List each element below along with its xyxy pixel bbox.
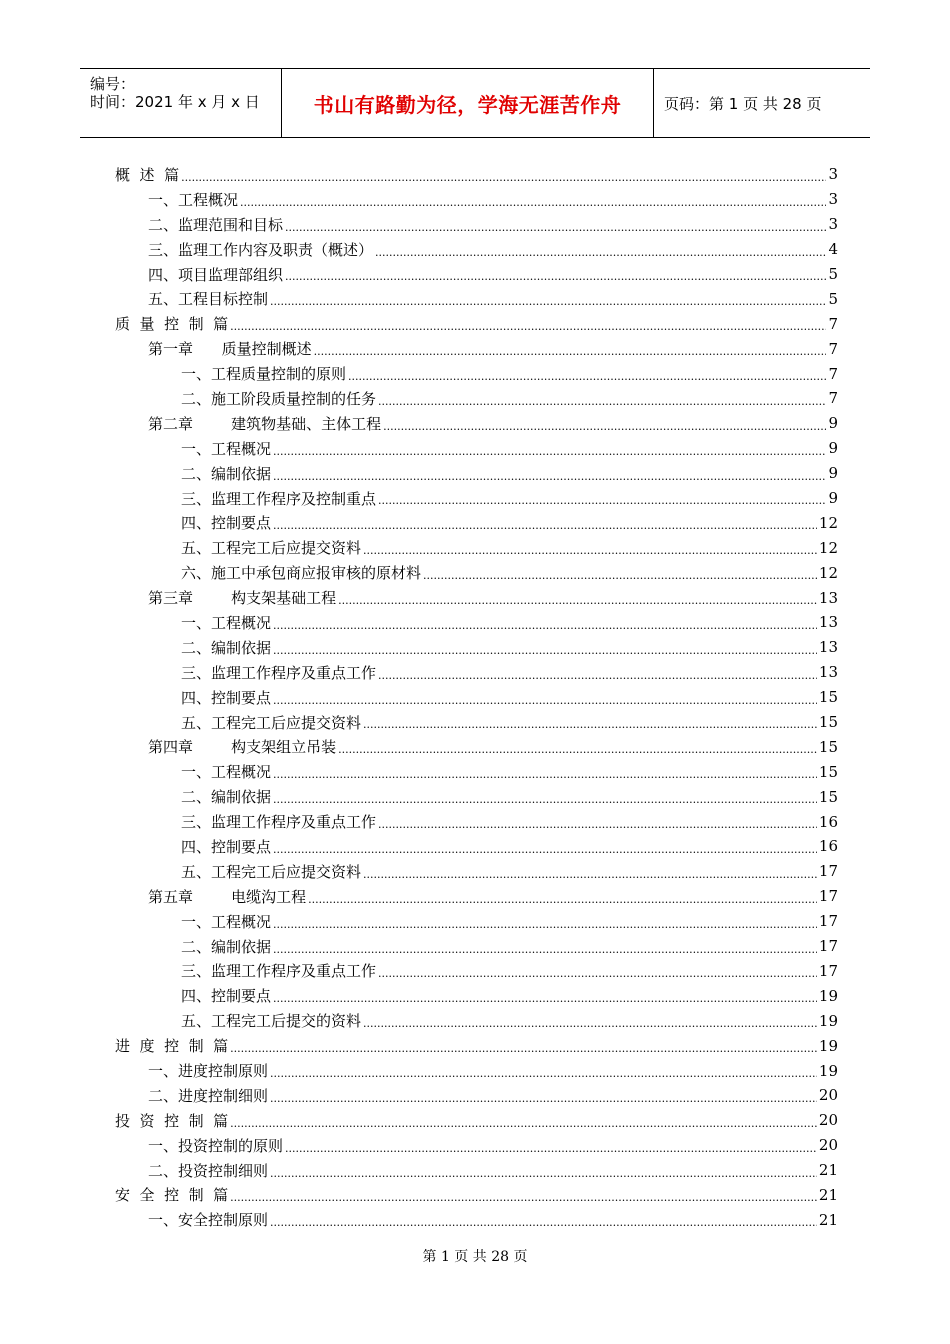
toc-entry-page: 9 bbox=[828, 464, 838, 483]
toc-entry-page: 5 bbox=[828, 289, 838, 308]
table-of-contents bbox=[115, 162, 838, 1232]
toc-dot-leader bbox=[378, 666, 817, 682]
toc-entry-page: 15 bbox=[818, 787, 838, 806]
toc-dot-leader bbox=[378, 815, 817, 831]
toc-entry-page: 13 bbox=[818, 663, 838, 682]
toc-entry-title: 二、投资控制细则 bbox=[148, 1161, 269, 1180]
header-left-cell bbox=[80, 69, 282, 137]
toc-entry-title: 第二章 建筑物基础、主体工程 bbox=[148, 414, 382, 433]
toc-dot-leader bbox=[270, 1064, 817, 1080]
toc-dot-leader bbox=[285, 267, 826, 283]
document-time-label: 时间：2021 年 x 月 x 日 bbox=[90, 93, 260, 111]
toc-entry-page: 3 bbox=[828, 165, 838, 184]
toc-dot-leader bbox=[230, 1114, 817, 1130]
toc-dot-leader bbox=[273, 790, 817, 806]
toc-entry-page: 16 bbox=[818, 837, 838, 856]
toc-entry[interactable] bbox=[115, 734, 838, 759]
toc-dot-leader bbox=[230, 1039, 817, 1055]
toc-entry-page: 13 bbox=[818, 613, 838, 632]
toc-dot-leader bbox=[314, 342, 827, 358]
toc-entry-page: 17 bbox=[818, 912, 838, 931]
toc-entry-title: 一、投资控制的原则 bbox=[148, 1136, 284, 1155]
toc-entry[interactable] bbox=[115, 461, 838, 486]
toc-dot-leader bbox=[273, 467, 826, 483]
toc-entry-title: 质 量 控 制 篇 bbox=[115, 315, 229, 334]
toc-entry-title: 三、监理工作程序及重点工作 bbox=[181, 962, 377, 981]
toc-entry[interactable] bbox=[115, 710, 838, 735]
toc-entry[interactable] bbox=[115, 336, 838, 361]
toc-entry-title: 一、工程概况 bbox=[181, 763, 272, 782]
toc-entry[interactable] bbox=[115, 1008, 838, 1033]
toc-entry-page: 9 bbox=[828, 414, 838, 433]
toc-dot-leader bbox=[273, 940, 817, 956]
toc-dot-leader bbox=[273, 915, 817, 931]
toc-entry[interactable] bbox=[115, 585, 838, 610]
toc-dot-leader bbox=[273, 989, 817, 1005]
header-motto: 书山有路勤为径，学海无涯苦作舟 bbox=[313, 92, 622, 117]
toc-entry-title: 五、工程完工后提交的资料 bbox=[181, 1012, 362, 1031]
toc-dot-leader bbox=[270, 292, 826, 308]
toc-entry-title: 第三章 构支架基础工程 bbox=[148, 589, 337, 608]
toc-entry-title: 一、工程概况 bbox=[181, 439, 272, 458]
toc-entry[interactable] bbox=[115, 1158, 838, 1183]
toc-entry-page: 7 bbox=[828, 339, 838, 358]
toc-entry[interactable] bbox=[115, 1183, 838, 1208]
toc-dot-leader bbox=[348, 367, 826, 383]
toc-entry[interactable] bbox=[115, 809, 838, 834]
toc-entry-page: 21 bbox=[818, 1185, 838, 1204]
toc-entry-page: 17 bbox=[818, 887, 838, 906]
toc-entry-title: 二、编制依据 bbox=[181, 464, 272, 483]
toc-entry-title: 四、控制要点 bbox=[181, 987, 272, 1006]
toc-dot-leader bbox=[273, 442, 826, 458]
toc-dot-leader bbox=[285, 1139, 817, 1155]
toc-entry-page: 19 bbox=[818, 1061, 838, 1080]
toc-entry-page: 4 bbox=[828, 240, 838, 259]
toc-dot-leader bbox=[363, 1014, 817, 1030]
toc-entry[interactable] bbox=[115, 486, 838, 511]
toc-dot-leader bbox=[273, 691, 817, 707]
toc-entry-title: 投 资 控 制 篇 bbox=[115, 1111, 229, 1130]
toc-entry[interactable] bbox=[115, 262, 838, 287]
toc-dot-leader bbox=[270, 1164, 817, 1180]
toc-entry-page: 15 bbox=[818, 688, 838, 707]
toc-dot-leader bbox=[273, 840, 817, 856]
toc-entry[interactable] bbox=[115, 859, 838, 884]
toc-entry-page: 17 bbox=[818, 862, 838, 881]
toc-entry-title: 三、监理工作程序及控制重点 bbox=[181, 489, 377, 508]
toc-entry[interactable] bbox=[115, 386, 838, 411]
toc-entry-title: 二、编制依据 bbox=[181, 937, 272, 956]
toc-entry[interactable] bbox=[115, 510, 838, 535]
toc-entry[interactable] bbox=[115, 959, 838, 984]
toc-entry[interactable] bbox=[115, 1108, 838, 1133]
toc-entry[interactable] bbox=[115, 361, 838, 386]
toc-entry[interactable] bbox=[115, 1058, 838, 1083]
toc-dot-leader bbox=[363, 715, 817, 731]
toc-dot-leader bbox=[338, 740, 817, 756]
toc-entry[interactable] bbox=[115, 1133, 838, 1158]
toc-entry[interactable] bbox=[115, 759, 838, 784]
page-footer: 第 1 页 共 28 页 bbox=[422, 1249, 528, 1265]
toc-dot-leader bbox=[338, 591, 817, 607]
toc-entry-page: 20 bbox=[818, 1136, 838, 1155]
toc-dot-leader bbox=[378, 964, 817, 980]
toc-entry-page: 17 bbox=[818, 937, 838, 956]
toc-entry-title: 三、监理工作内容及职责（概述） bbox=[148, 240, 374, 259]
toc-entry-page: 7 bbox=[828, 314, 838, 333]
toc-entry-title: 第一章 质量控制概述 bbox=[148, 340, 312, 359]
toc-entry-title: 一、工程质量控制的原则 bbox=[181, 365, 347, 384]
toc-entry-page: 15 bbox=[818, 762, 838, 781]
toc-entry-title: 五、工程完工后应提交资料 bbox=[181, 862, 362, 881]
toc-entry-page: 15 bbox=[818, 713, 838, 732]
toc-entry-page: 20 bbox=[818, 1111, 838, 1130]
toc-entry-page: 5 bbox=[828, 265, 838, 283]
toc-dot-leader bbox=[378, 392, 826, 408]
toc-dot-leader bbox=[273, 641, 817, 657]
toc-entry-page: 3 bbox=[828, 215, 838, 234]
toc-entry-title: 四、项目监理部组织 bbox=[148, 265, 284, 284]
toc-dot-leader bbox=[270, 1089, 817, 1105]
toc-entry-title: 第四章 构支架组立吊装 bbox=[148, 738, 337, 757]
toc-dot-leader bbox=[273, 516, 817, 532]
toc-entry-title: 五、工程目标控制 bbox=[148, 290, 269, 309]
toc-entry-page: 12 bbox=[818, 513, 838, 532]
toc-entry-page: 9 bbox=[828, 489, 838, 508]
toc-dot-leader bbox=[308, 890, 817, 906]
toc-dot-leader bbox=[423, 566, 817, 582]
toc-dot-leader bbox=[383, 417, 826, 433]
toc-dot-leader bbox=[230, 317, 826, 333]
toc-entry[interactable] bbox=[115, 983, 838, 1008]
toc-entry-title: 安 全 控 制 篇 bbox=[115, 1186, 229, 1205]
toc-entry-page: 19 bbox=[818, 1011, 838, 1030]
toc-dot-leader bbox=[240, 193, 826, 209]
toc-entry-page: 20 bbox=[818, 1086, 838, 1105]
toc-entry-title: 二、编制依据 bbox=[181, 788, 272, 807]
toc-entry[interactable] bbox=[115, 660, 838, 685]
page-header bbox=[80, 68, 870, 138]
toc-entry-page: 19 bbox=[818, 986, 838, 1005]
toc-entry[interactable] bbox=[115, 311, 838, 336]
toc-entry[interactable] bbox=[115, 1207, 838, 1232]
toc-entry-title: 进 度 控 制 篇 bbox=[115, 1037, 229, 1056]
toc-entry[interactable] bbox=[115, 635, 838, 660]
toc-entry[interactable] bbox=[115, 162, 838, 187]
toc-entry-page: 17 bbox=[818, 961, 838, 980]
toc-entry-page: 7 bbox=[828, 389, 838, 408]
toc-entry[interactable] bbox=[115, 884, 838, 909]
toc-entry-page: 7 bbox=[828, 364, 838, 383]
header-motto-cell bbox=[282, 69, 654, 137]
toc-entry[interactable] bbox=[115, 535, 838, 560]
toc-entry[interactable] bbox=[115, 610, 838, 635]
toc-entry-title: 二、监理范围和目标 bbox=[148, 215, 284, 234]
toc-entry-page: 9 bbox=[828, 439, 838, 458]
toc-dot-leader bbox=[273, 616, 817, 632]
toc-entry[interactable] bbox=[115, 1033, 838, 1058]
toc-entry[interactable] bbox=[115, 834, 838, 859]
toc-dot-leader bbox=[378, 491, 826, 507]
toc-entry[interactable] bbox=[115, 212, 838, 237]
header-page-info: 页码：第 1 页 共 28 页 bbox=[664, 94, 822, 113]
toc-entry-title: 四、控制要点 bbox=[181, 837, 272, 856]
toc-entry-page: 13 bbox=[818, 588, 838, 607]
toc-entry-title: 一、工程概况 bbox=[181, 613, 272, 632]
toc-entry[interactable] bbox=[115, 1083, 838, 1108]
toc-dot-leader bbox=[363, 865, 817, 881]
toc-entry-page: 3 bbox=[828, 190, 838, 209]
toc-entry[interactable] bbox=[115, 286, 838, 311]
toc-entry[interactable] bbox=[115, 909, 838, 934]
toc-entry-title: 三、监理工作程序及重点工作 bbox=[181, 813, 377, 832]
toc-entry-page: 12 bbox=[818, 538, 838, 557]
toc-entry-title: 三、监理工作程序及重点工作 bbox=[181, 663, 377, 682]
toc-entry[interactable] bbox=[115, 411, 838, 436]
header-page-info-cell bbox=[654, 69, 870, 137]
toc-entry[interactable] bbox=[115, 436, 838, 461]
toc-entry-title: 二、编制依据 bbox=[181, 638, 272, 657]
toc-entry-title: 一、工程概况 bbox=[148, 190, 239, 209]
toc-entry-page: 19 bbox=[818, 1036, 838, 1055]
toc-dot-leader bbox=[375, 243, 826, 259]
toc-dot-leader bbox=[363, 541, 817, 557]
toc-entry[interactable] bbox=[115, 784, 838, 809]
toc-dot-leader bbox=[181, 168, 826, 184]
toc-entry-title: 概 述 篇 bbox=[115, 165, 180, 184]
toc-entry[interactable] bbox=[115, 934, 838, 959]
toc-entry-title: 五、工程完工后应提交资料 bbox=[181, 539, 362, 558]
toc-entry-title: 一、工程概况 bbox=[181, 912, 272, 931]
toc-entry-title: 一、进度控制原则 bbox=[148, 1062, 269, 1080]
toc-entry-page: 12 bbox=[818, 563, 838, 582]
toc-entry[interactable] bbox=[115, 685, 838, 710]
toc-entry-title: 四、控制要点 bbox=[181, 688, 272, 707]
toc-entry-title: 一、安全控制原则 bbox=[148, 1211, 269, 1230]
toc-entry-title: 六、施工中承包商应报审核的原材料 bbox=[181, 564, 422, 583]
toc-entry-page: 16 bbox=[818, 812, 838, 831]
toc-entry-title: 五、工程完工后应提交资料 bbox=[181, 713, 362, 732]
toc-entry-title: 第五章 电缆沟工程 bbox=[148, 887, 307, 906]
toc-dot-leader bbox=[273, 765, 817, 781]
toc-entry[interactable] bbox=[115, 187, 838, 212]
toc-entry-page: 15 bbox=[818, 737, 838, 756]
toc-entry[interactable] bbox=[115, 560, 838, 585]
toc-entry-title: 四、控制要点 bbox=[181, 514, 272, 533]
toc-entry-page: 21 bbox=[818, 1161, 838, 1180]
toc-dot-leader bbox=[285, 218, 826, 234]
toc-entry-page: 13 bbox=[818, 638, 838, 657]
toc-dot-leader bbox=[230, 1188, 817, 1204]
document-number-label: 编号： bbox=[90, 75, 136, 93]
toc-entry-title: 二、进度控制细则 bbox=[148, 1086, 269, 1105]
toc-entry-title: 二、施工阶段质量控制的任务 bbox=[181, 389, 377, 408]
toc-entry-page: 21 bbox=[818, 1210, 838, 1229]
toc-entry[interactable] bbox=[115, 237, 838, 262]
toc-dot-leader bbox=[270, 1213, 817, 1229]
